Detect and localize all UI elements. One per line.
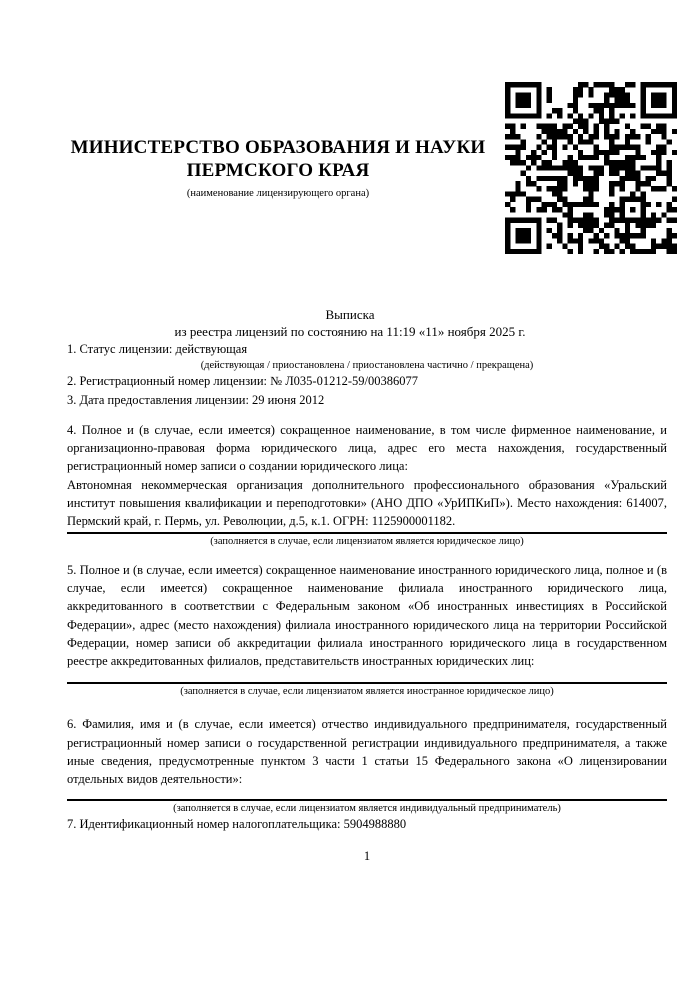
foreign-entity-section	[67, 561, 667, 699]
foreign-entity-heading: 5. Полное и (в случае, если имеется) сокращенное наименование иностранного юридического лица, полное и (в случае, если имеется) сокращенное наименование филиала иностранного юридического лица, аккредитованного в соответствии с Федеральным законом «Об иностранных инвестициях в Российской Федерации», адрес (место нахождения) филиала иностранного юридического лица на территории Российской Федерации, номер записи об аккредитации филиала иностранного юридического лица в государственном реестре аккредитованных филиалов, представительств иностранных юридических лиц:	[67, 562, 667, 669]
legal-entity-value: Автономная некоммерческая организация дополнительного профессионального образования «Уральский институт повышения квалификации и переподготовки» (АНО ДПО «УрИПКиП»). Место нахождения: 614007, Пермский край, г. Пермь, ул. Революции, д.5, к.1. ОГРН: 1125900001182.	[67, 477, 667, 529]
licensing-authority-block	[67, 136, 505, 200]
document-body	[0, 340, 700, 865]
ministry-name-line2: ПЕРМСКОГО КРАЯ	[186, 160, 370, 181]
document-header	[0, 0, 700, 254]
document-title-line1: Выписка	[325, 307, 375, 322]
qr-code-icon	[505, 82, 677, 254]
document-title	[0, 306, 700, 340]
fill-line	[67, 532, 667, 534]
licensing-authority-name	[67, 136, 489, 182]
fill-line	[67, 799, 667, 801]
individual-entrepreneur-heading: 6. Фамилия, имя и (в случае, если имеется) отчество индивидуального предпринимателя, государственный регистрационный номер записи о государственной регистрации индивидуального предпринимателя, а также иные сведения, предусмотренные пунктом 3 части 1 статьи 15 Федерального закона «О лицензировании отдельных видов деятельности»:	[67, 717, 667, 787]
page-number: 1	[363, 848, 371, 863]
license-grant-date: 3. Дата предоставления лицензии: 29 июня 2012	[67, 392, 325, 407]
document-title-line2: из реестра лицензий по состоянию на 11:19 «11» ноября 2025 г.	[174, 324, 526, 339]
individual-entrepreneur-section	[67, 715, 667, 814]
licensing-authority-caption: (наименование лицензирующего органа)	[186, 188, 370, 199]
legal-entity-caption: (заполняется в случае, если лицензиатом является юридическое лицо)	[210, 535, 524, 547]
fill-line	[67, 682, 667, 684]
legal-entity-section	[67, 421, 667, 548]
legal-entity-heading: 4. Полное и (в случае, если имеется) сокращенное наименование, в том числе фирменное наименование, и организационно-правовая форма юридического лица, адрес его места нахождения, государственный регистрационный номер записи о создании юридического лица:	[67, 422, 667, 474]
license-status-caption: (действующая / приостановлена / приостановлена частично / прекращена)	[200, 360, 534, 372]
license-status: 1. Статус лицензии: действующая	[67, 342, 248, 356]
foreign-entity-caption: (заполняется в случае, если лицензиатом является иностранное юридическое лицо)	[180, 686, 554, 698]
individual-entrepreneur-caption: (заполняется в случае, если лицензиатом является индивидуальный предприниматель)	[173, 802, 561, 814]
license-registration-number: 2. Регистрационный номер лицензии: № Л035-01212-59/00386077	[67, 374, 418, 389]
ministry-name-line1: МИНИСТЕРСТВО ОБРАЗОВАНИЯ И НАУКИ	[70, 137, 486, 158]
taxpayer-id: 7. Идентификационный номер налогоплательщика: 5904988880	[67, 816, 407, 831]
